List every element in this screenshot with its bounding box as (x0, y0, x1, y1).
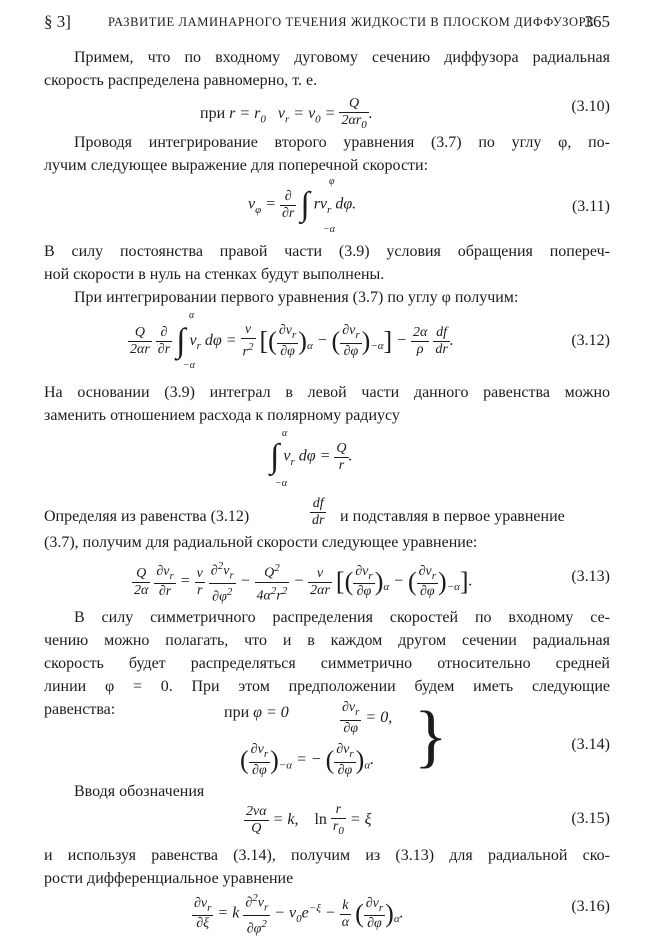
equation-3-16: $\frac{\partial v_r}{\partial\xi}$ = k $\frac{\partial^2v_r}{\partial\varphi^2}$ − $v_0e^{-\xi}$ − $\frac{k}{\alpha}$ ( $\frac{\partial v_r}{\partial\varphi}$ )$_\alpha$. (3.16) (194, 892, 610, 938)
text-line: Вводя обозначения (74, 783, 205, 800)
running-header (44, 8, 610, 34)
text-line: равенства: (44, 701, 116, 718)
equation-3-15: $\frac{2\nu\alpha}{Q}$ = k, ln $\frac{r}{r_0}$ = ξ (3.15) (246, 802, 610, 837)
text-line: На основании (3.9) интеграл в левой части данного равенства можно (44, 384, 610, 401)
equation-integral-q-r: ∫ $v_r$ dφ = $\frac{Q}{r}$ . α −α (270, 428, 353, 489)
text-line: ной скорости в нуль на стенках будут выполнены. (44, 266, 385, 283)
text-line: В силу симметричного распределения скоростей по входному се- (74, 609, 610, 626)
text-line: чению можно полагать, что и в каждом другом сечении радиальная (44, 632, 610, 649)
text-fragment: и подставляя в первое уравнение (340, 508, 565, 525)
equation-number: (3.16) (571, 898, 610, 915)
eq-word-pri: при (224, 704, 250, 721)
equation-number: (3.14) (571, 736, 610, 753)
equation-number: (3.13) (571, 568, 610, 585)
text-line: В силу постоянства правой части (3.9) условия обращения попереч- (44, 243, 610, 260)
eq-word-ln: ln (314, 811, 327, 829)
section-mark: § 3] (44, 12, 71, 31)
text-line: скорость будет распределяться симметрично относительно средней (44, 655, 610, 672)
text-line: и используя равенства (3.14), получим из (3.13) для радиальной ско- (44, 847, 610, 864)
text-line: Проводя интегрирование второго уравнения (3.7) по углу φ, по- (74, 134, 610, 151)
equation-3-13: $\frac{Q}{2\alpha}$ $\frac{\partial v_r}{\partial r}$ = $\frac{\nu}{r}$ $\frac{\partial^2v_r}{\partial\varphi^2}$ − $\frac{Q^2}{4\alpha^2r^2}$ − $\frac{\nu}{2\alpha r}$ [( $\frac{\partial v_r}{\partial\varphi}$ )$_\alpha$ − ( $\frac{\partial v_r}{\partial\varphi}$ )$_{-\alpha}$]. (3.13) (134, 560, 610, 606)
eq-word-pri: при (200, 105, 226, 123)
text-line: скорость распределена равномерно, т. е. (44, 72, 318, 89)
running-title: РАЗВИТИЕ ЛАМИНАРНОГО ТЕЧЕНИЯ ЖИДКОСТИ В ПЛОСКОМ ДИФФУЗОРЕ (108, 15, 595, 29)
page-number: 365 (584, 12, 610, 31)
equation-number: (3.11) (571, 198, 610, 215)
equation-3-14: при φ = 0 $\frac{\partial v_r}{\partial\varphi}$ = 0, ( $\frac{\partial v_r}{\partial\varphi}$ )$_{-\alpha}$ = − ( $\frac{\partial v_r}{\partial\varphi}$ )$_\alpha$. } (3.14) (224, 698, 610, 778)
text-line: При интегрировании первого уравнения (3.7) по углу φ получим: (74, 289, 519, 306)
equation-3-12: $\frac{Q}{2\alpha r}$ $\frac{\partial}{\partial r}$ ∫ $v_r$ dφ = $\frac{\nu}{r^2}$ [( $\frac{\partial v_r}{\partial\varphi}$ )$_\alpha$ − ( $\frac{\partial v_r}{\partial\varphi}$ )$_{-\alpha}$] − $\frac{2\alpha}{\rho}$ $\frac{df}{dr}$ . α −α (3.12) (130, 310, 610, 371)
text-line: лучим следующее выражение для поперечной скорости: (44, 157, 429, 174)
text-line: Примем, что по входному дуговому сечению диффузора радиальная (74, 49, 610, 66)
equation-3-11: $v_\varphi$ = $\frac{\partial}{\partial r}$ ∫ $rv_r$ dφ. φ −α (3.11) (248, 176, 610, 235)
text-line: заменить отношением расхода к полярному радиусу (44, 407, 400, 424)
equation-number: (3.15) (571, 810, 610, 827)
text-line: рости дифференциальное уравнение (44, 870, 294, 887)
inline-formula-df-dr: $\frac{df}{dr}$ (312, 496, 325, 528)
text-line: (3.7), получим для радиальной скорости следующее уравнение: (44, 534, 478, 551)
equation-number: (3.10) (571, 98, 610, 115)
equation-number: (3.12) (571, 332, 610, 349)
equation-3-10: при $r = r_0$ $v_r = v_0$ = $\frac{Q}{2\alpha r_0}$ . (3.10) (200, 96, 610, 131)
text-fragment: Определяя из равенства (3.12) (44, 508, 250, 525)
text-line: линии φ = 0. При этом предположении будем иметь следующие (44, 678, 610, 695)
